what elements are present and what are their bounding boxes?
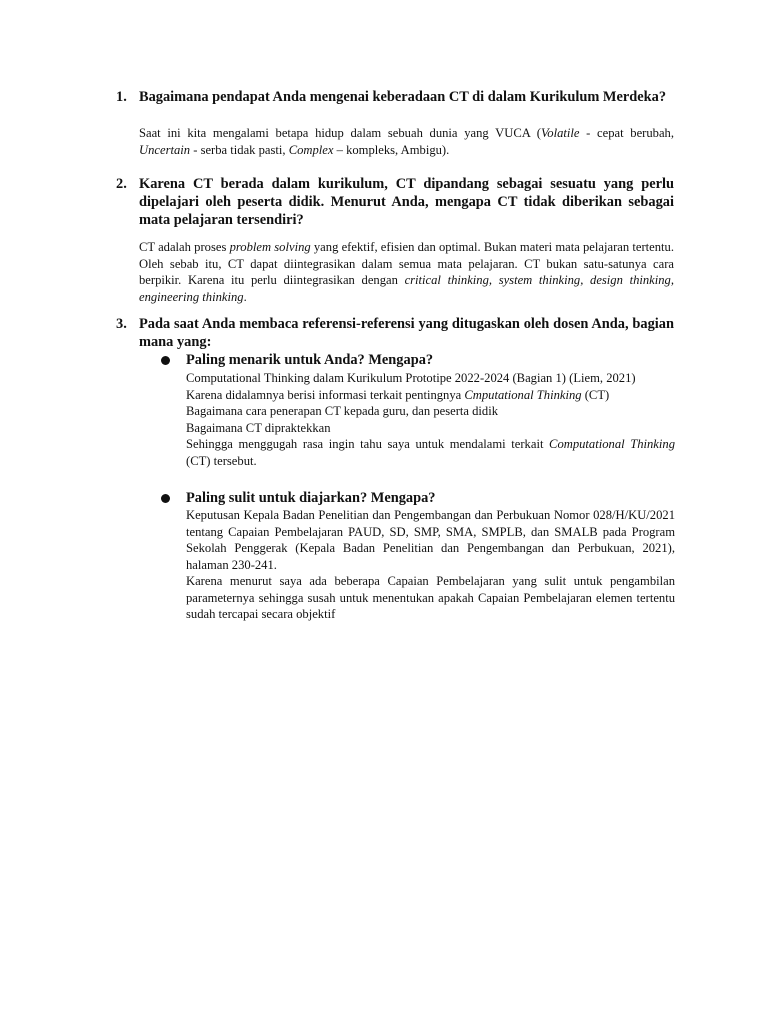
sub-answer-2-reason: Karena menurut saya ada beberapa Capaian Pembelajaran yang sulit untuk pengambilan parameternya sehingga susah untuk menentukan apakah Capaian Pembelajaran elemen tertentu sudah tercapai secara objektif	[186, 574, 675, 621]
question-1-text: Bagaimana pendapat Anda mengenai keberadaan CT di dalam Kurikulum Merdeka?	[139, 89, 667, 105]
sub-question-2-heading: Paling sulit untuk diajarkan? Mengapa?	[186, 490, 436, 506]
sub-answer-1	[186, 370, 675, 469]
question-3-number: 3.	[116, 316, 127, 332]
question-2-text: Karena CT berada dalam kurikulum, CT dipandang sebagai sesuatu yang perlu dipelajari oleh peserta didik. Menurut Anda, mengapa CT tidak diberikan sebagai mata pelajaran tersendiri?	[139, 176, 674, 228]
sub-answer-1-reference: Computational Thinking dalam Kurikulum Prototipe 2022-2024 (Bagian 1) (Liem, 2021)	[186, 371, 636, 385]
sub-answer-1-reason-3: Bagaimana CT dipraktekkan	[186, 420, 331, 435]
sub-question-1-heading: Paling menarik untuk Anda? Mengapa?	[186, 352, 434, 368]
question-2-number: 2.	[116, 176, 127, 192]
bullet-icon	[161, 494, 170, 503]
answer-1: Saat ini kita mengalami betapa hidup dalam sebuah dunia yang VUCA (Volatile - cepat berubah, Uncertain - serba tidak pasti, Complex – kompleks, Ambigu).	[139, 126, 674, 157]
sub-answer-1-reason-1: Karena didalamnya berisi informasi terkait pentingnya Cmputational Thinking (CT)	[186, 387, 610, 402]
sub-answer-2	[186, 507, 675, 623]
question-1-number: 1.	[116, 89, 127, 105]
answer-2: CT adalah proses problem solving yang efektif, efisien dan optimal. Bukan materi mata pelajaran tertentu. Oleh sebab itu, CT dapat diintegrasikan dalam semua mata pelajaran. CT bukan satu-satunya cara berpikir. Karena itu perlu diintegrasikan dengan critical thinking, system thinking, design thinking, engineering thinking.	[139, 240, 674, 304]
sub-answer-2-reference: Keputusan Kepala Badan Penelitian dan Pengembangan dan Perbukuan Nomor 028/H/KU/2021 tentang Capaian Pembelajaran PAUD, SD, SMP, SMA, SMPLB, dan SMALB pada Program Sekolah Penggerak (Kepala Badan Penelitian dan Pengembangan dan Perbukuan, 2021), halaman 230-241.	[186, 508, 675, 572]
sub-answer-1-reason-2: Bagaimana cara penerapan CT kepada guru, dan peserta didik	[186, 404, 499, 418]
bullet-icon	[161, 356, 170, 365]
question-3-text: Pada saat Anda membaca referensi-referensi yang ditugaskan oleh dosen Anda, bagian mana yang:	[139, 316, 674, 350]
sub-answer-1-reason-4: Sehingga menggugah rasa ingin tahu saya untuk mendalami terkait Computational Thinking (CT) tersebut.	[186, 437, 675, 468]
